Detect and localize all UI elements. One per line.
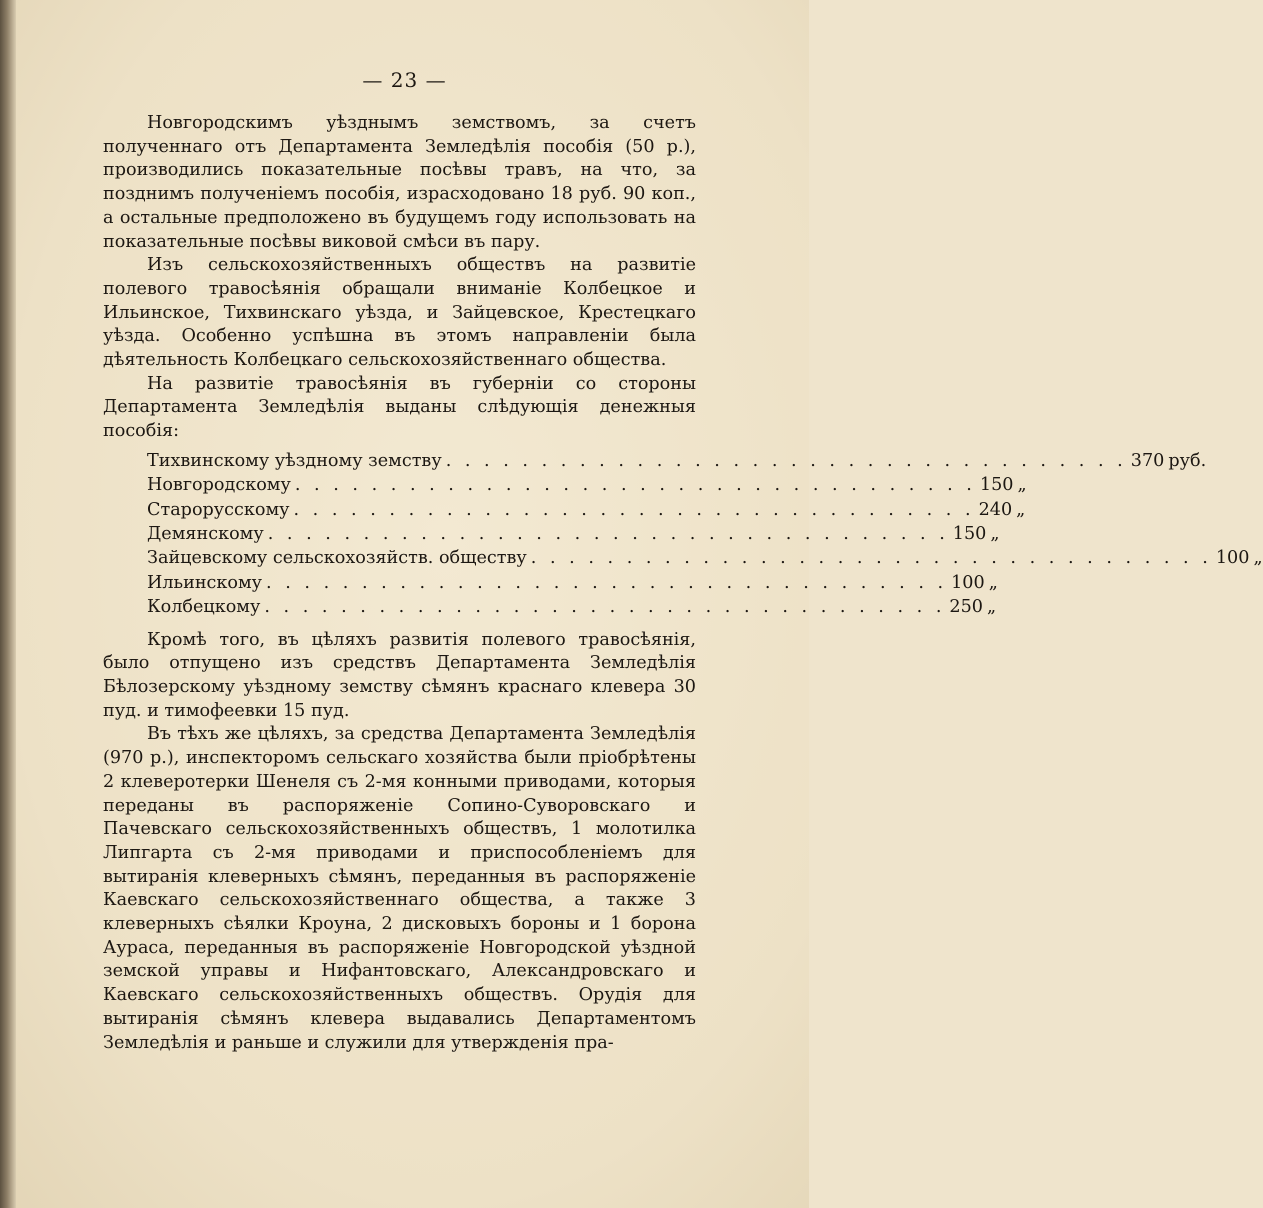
- leader-dots: . . . . . . . . . . . . . . . . . . . . . . . . . . . . . . . . . . . .: [293, 499, 975, 520]
- grant-amount: 370: [1130, 450, 1165, 471]
- paragraph-grants-intro: На развитіе травосѣянія въ губерніи со стороны Департамента Земледѣлія выданы слѣдующія денежныя пособія:: [103, 373, 696, 442]
- list-item: [103, 523, 1000, 547]
- list-item: [103, 572, 998, 596]
- list-item: [103, 547, 1263, 571]
- list-item: [103, 499, 1026, 523]
- grant-recipient: Ильинскому: [147, 572, 263, 593]
- grant-recipient: Тихвинскому уѣздному земству: [147, 450, 442, 471]
- grant-amount: 100: [1215, 548, 1250, 569]
- grant-unit: руб.: [1168, 450, 1207, 471]
- grant-amount: 250: [949, 597, 984, 618]
- paragraph-seed-allocation: Кромѣ того, въ цѣляхъ развитія полевого травосѣянія, было отпущено изъ средствъ Департамента Земледѣлія Бѣлозерскому уѣздному земству сѣмянъ краснаго клевера 30 пуд. и тимофеевки 15 пуд.: [103, 629, 696, 721]
- grant-amount: 150: [979, 475, 1014, 496]
- paragraph-agricultural-societies: Изъ сельскохозяйственныхъ обществъ на развитіе полевого травосѣянія обращали вниманіе Колбецкое и Ильинское, Тихвинскаго уѣзда, и Зайцевское, Крестецкаго уѣзда. Особенно успѣшна въ этомъ направленіи была дѣятельность Колбецкаго сельскохозяйственнаго общества.: [103, 255, 696, 371]
- leader-dots: . . . . . . . . . . . . . . . . . . . . . . . . . . . . . . . . . . . .: [264, 597, 946, 618]
- grant-recipient: Новгородскому: [147, 475, 291, 496]
- grant-unit: „: [988, 572, 998, 593]
- leader-dots: . . . . . . . . . . . . . . . . . . . . . . . . . . . . . . . . . . . .: [445, 450, 1127, 471]
- grant-amount: 150: [952, 524, 987, 545]
- grant-amount: 100: [951, 572, 985, 593]
- page-number: — 23 —: [362, 68, 447, 92]
- leader-dots: . . . . . . . . . . . . . . . . . . . . . . . . . . . . . . . . . . . .: [266, 572, 948, 593]
- list-item: [103, 596, 997, 620]
- paragraph-zemstvo-shows: Новгородскимъ уѣзднымъ земствомъ, за счетъ полученнаго отъ Департамента Земледѣлія пособія (50 р.), производились показательные посѣвы травъ, на что, за позднимъ полученіемъ пособія, израсходовано 18 руб. 90 коп., а остальные предположено въ будущемъ году использовать на показательные посѣвы виковой смѣси въ пару.: [103, 113, 696, 252]
- grant-amount: 240: [978, 499, 1013, 520]
- list-item: [103, 450, 1207, 474]
- grant-unit: „: [1253, 548, 1263, 569]
- binding-shadow: [0, 0, 16, 1208]
- grant-recipient: Зайцевскому сельскохозяйств. обществу: [147, 548, 527, 569]
- leader-dots: . . . . . . . . . . . . . . . . . . . . . . . . . . . . . . . . . . . .: [530, 548, 1212, 569]
- paragraph-equipment-purchase: Въ тѣхъ же цѣляхъ, за средства Департамента Земледѣлія (970 р.), инспекторомъ сельскаго хозяйства были пріобрѣтены 2 клеверотерки Шенеля съ 2-мя конными приводами, которыя переданы въ распоряженіе Сопино-Суворовскаго и Пачевскаго сельскохозяйственныхъ обществъ, 1 молотилка Липгарта съ 2-мя приводами и приспособленіемъ для вытиранія клеверныхъ сѣмянъ, переданныя въ распоряженіе Каевскаго сельскохозяйственнаго общества, а также 3 клеверныхъ сѣялки Кроуна, 2 дисковыхъ бороны и 1 борона Ауpaca, переданныя въ распоряженіе Новгородской уѣздной земской управы и Нифантовскаго, Александровскаго и Каевскаго сельскохозяйственныхъ обществъ. Орудія для вытиранія сѣмянъ клевера выдавались Департаментомъ Земледѣлія и раньше и служили для утвержденія пра-: [103, 724, 696, 1053]
- list-item: [103, 474, 1027, 498]
- grant-recipient: Колбецкому: [147, 597, 261, 618]
- grant-unit: „: [1016, 499, 1026, 520]
- grant-unit: „: [990, 524, 1000, 545]
- leader-dots: . . . . . . . . . . . . . . . . . . . . . . . . . . . . . . . . . . . .: [267, 524, 949, 545]
- grants-list: [103, 450, 1263, 621]
- grant-recipient: Старорусскому: [147, 499, 290, 520]
- leader-dots: . . . . . . . . . . . . . . . . . . . . . . . . . . . . . . . . . . . .: [294, 475, 976, 496]
- grant-unit: „: [987, 597, 997, 618]
- grant-unit: „: [1017, 475, 1027, 496]
- page-body: [103, 112, 1263, 1055]
- grant-recipient: Демянскому: [147, 524, 264, 545]
